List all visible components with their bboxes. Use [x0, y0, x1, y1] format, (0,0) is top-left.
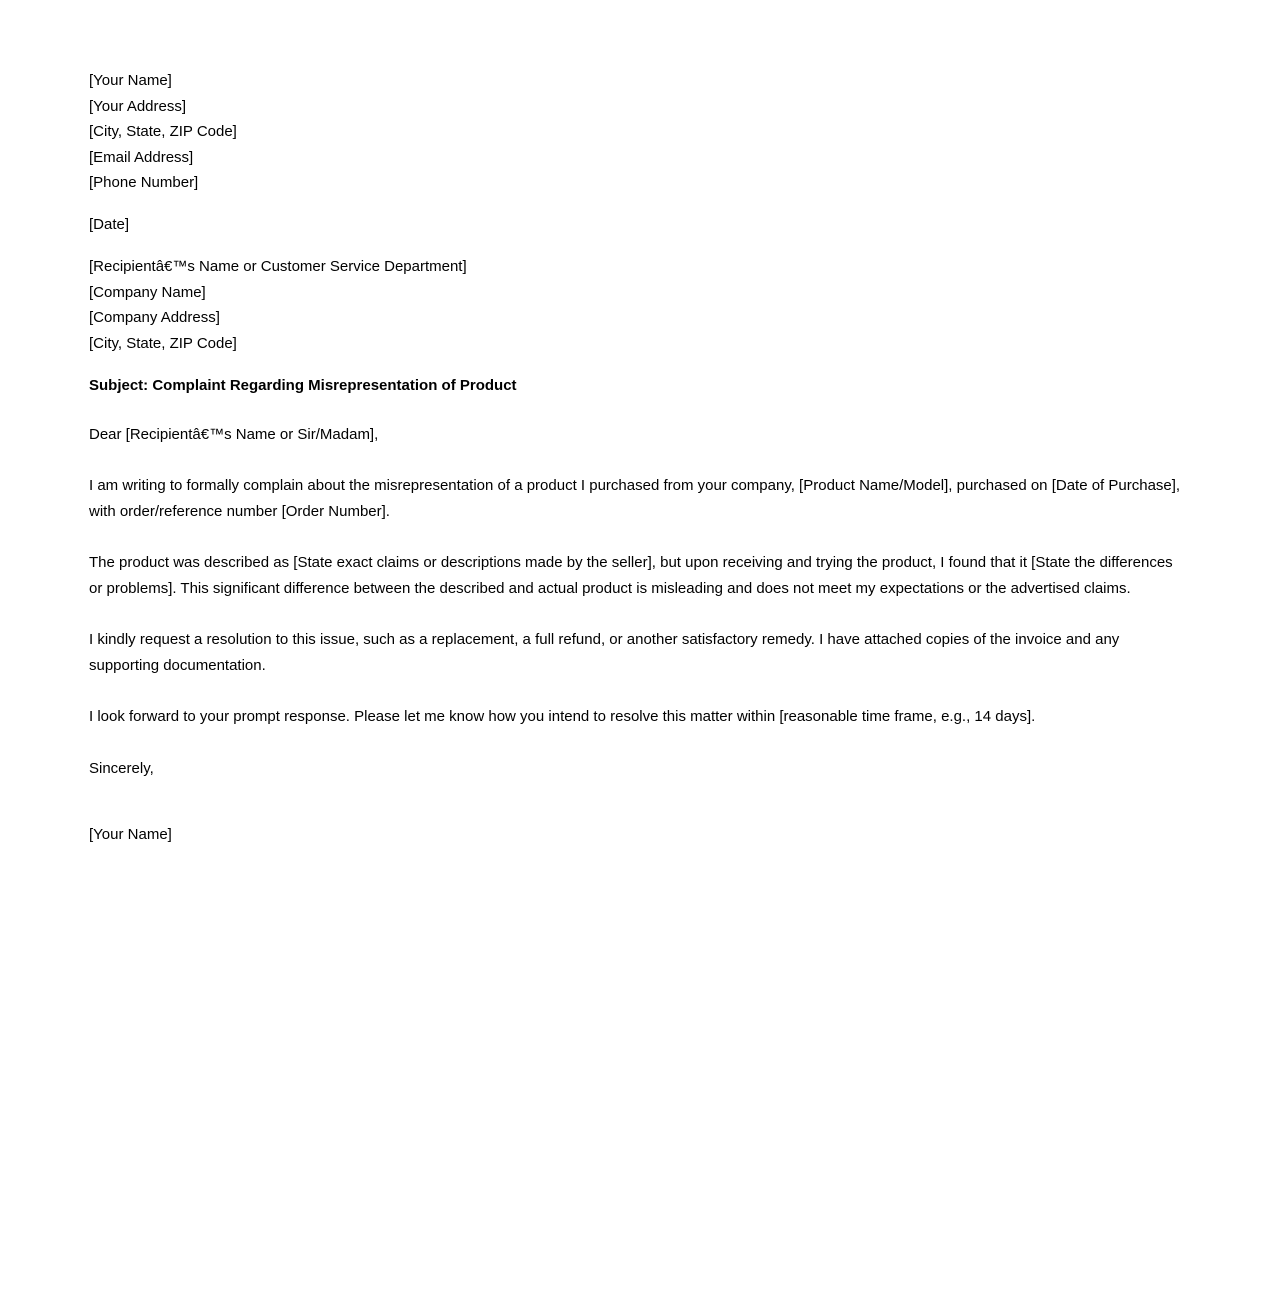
- sender-address-block: [89, 68, 1189, 196]
- recipient-address-block: [89, 254, 1189, 356]
- sender-phone-line: [Phone Number]: [89, 174, 199, 191]
- recipient-address-line: [Company Address]: [89, 309, 220, 326]
- recipient-company-line: [Company Name]: [89, 283, 206, 301]
- subject-line: Subject: Complaint Regarding Misrepresentation of Product: [89, 376, 517, 394]
- sender-name-line: [Your Name]: [89, 72, 172, 89]
- body-paragraph-4: I look forward to your prompt response. Please let me know how you intend to resolve this matter within [reasonable time frame, e.g., 14 days].: [89, 708, 1036, 725]
- salutation: Dear [Recipientâ€™s Name or Sir/Madam],: [89, 425, 379, 443]
- closing-line: Sincerely,: [89, 759, 154, 777]
- body-paragraph-1: I am writing to formally complain about the misrepresentation of a product I purchased from your company, [Product Name/Model], purchased on [Date of Purchase], with order/reference number [Order Number].: [89, 477, 1181, 520]
- body-paragraph-2: The product was described as [State exact claims or descriptions made by the seller], but upon receiving and trying the product, I found that it [State the differences or problems]. This significant difference between the described and actual product is misleading and does not meet my expectations or the advertised claims.: [89, 554, 1173, 597]
- date-line: [Date]: [89, 216, 130, 233]
- sender-city-line: [City, State, ZIP Code]: [89, 123, 237, 140]
- sender-email-line: [Email Address]: [89, 148, 194, 166]
- sender-address-line: [Your Address]: [89, 97, 187, 115]
- recipient-name-line: [Recipientâ€™s Name or Customer Service Department]: [89, 258, 467, 275]
- signature-line: [Your Name]: [89, 825, 172, 843]
- body-paragraph-3: I kindly request a resolution to this issue, such as a replacement, a full refund, or another satisfactory remedy. I have attached copies of the invoice and any supporting documentation.: [89, 631, 1120, 674]
- recipient-city-line: [City, State, ZIP Code]: [89, 334, 237, 352]
